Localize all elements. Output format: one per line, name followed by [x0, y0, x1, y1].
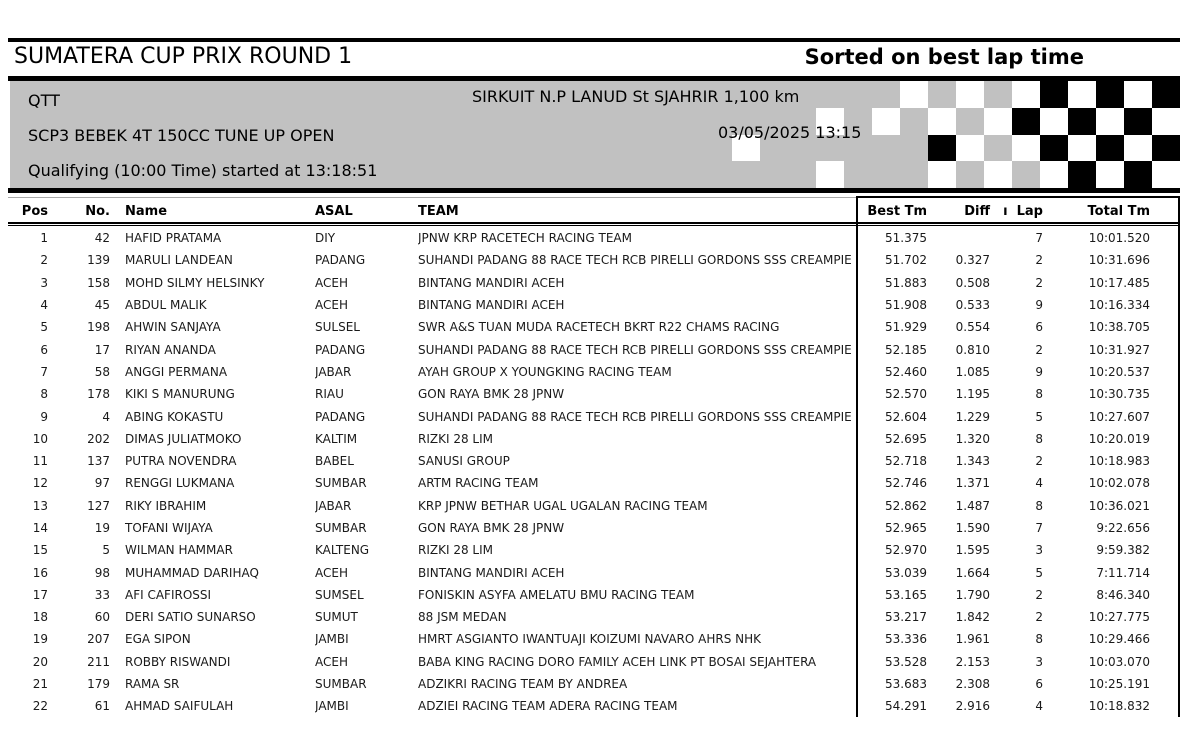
- cell-name: RENGGI LUKMANA: [125, 476, 235, 491]
- cell-total-tm: 10:27.607: [1088, 409, 1150, 424]
- flag-cell: [1068, 161, 1096, 188]
- table-row: [10, 383, 1150, 405]
- cell-diff: 1.664: [955, 565, 990, 580]
- flag-cell: [1096, 108, 1124, 135]
- cell-asal: BABEL: [315, 454, 354, 469]
- table-row: [10, 428, 1150, 450]
- table-row: [10, 651, 1150, 673]
- col-header-total-tm: Total Tm: [1087, 204, 1150, 219]
- cell-diff: 0.327: [955, 253, 990, 268]
- results-rows: [10, 227, 1150, 718]
- table-row: [10, 405, 1150, 427]
- flag-cell: [900, 81, 928, 108]
- cell-no: 198: [87, 320, 110, 335]
- cell-total-tm: 10:16.334: [1088, 298, 1150, 313]
- cell-name: RIKY IBRAHIM: [125, 498, 207, 513]
- cell-asal: PADANG: [315, 253, 366, 268]
- flag-cell: [1012, 135, 1040, 162]
- cell-pos: 19: [32, 632, 48, 647]
- col-header-asal: ASAL: [315, 204, 353, 219]
- cell-team: FONISKIN ASYFA AMELATU BMU RACING TEAM: [418, 587, 695, 602]
- cell-best-tm: 53.039: [885, 565, 927, 580]
- cell-asal: PADANG: [315, 342, 366, 357]
- cell-lap: 8: [1035, 431, 1043, 446]
- cell-name: HAFID PRATAMA: [125, 231, 222, 246]
- cell-pos: 3: [40, 275, 48, 290]
- cell-no: 17: [94, 342, 110, 357]
- cell-total-tm: 10:30.735: [1088, 387, 1150, 402]
- cell-team: KRP JPNW BETHAR UGAL UGALAN RACING TEAM: [418, 498, 708, 513]
- cell-pos: 4: [40, 298, 48, 313]
- cell-total-tm: 10:18.832: [1088, 699, 1150, 714]
- flag-cell: [1040, 108, 1068, 135]
- table-row: [10, 294, 1150, 316]
- cell-name: WILMAN HAMMAR: [125, 543, 233, 558]
- cell-diff: 0.554: [955, 320, 990, 335]
- session-detail: Qualifying (10:00 Time) started at 13:18:51: [28, 161, 378, 180]
- flag-cell: [900, 161, 928, 188]
- col-header-pos: Pos: [21, 204, 48, 219]
- cell-pos: 20: [32, 654, 48, 669]
- cell-total-tm: 10:27.775: [1088, 610, 1150, 625]
- cell-diff: 2.153: [955, 654, 990, 669]
- cell-no: 137: [87, 454, 110, 469]
- cell-best-tm: 51.702: [885, 253, 927, 268]
- cell-total-tm: 10:01.520: [1088, 231, 1150, 246]
- cell-lap: 2: [1035, 275, 1043, 290]
- col-header-lap: ı Lap: [1003, 204, 1043, 219]
- cell-name: MOHD SILMY HELSINKY: [125, 275, 265, 290]
- cell-pos: 13: [32, 498, 48, 513]
- sort-order-label: Sorted on best lap time: [804, 45, 1084, 69]
- cell-lap: 7: [1035, 521, 1043, 535]
- cell-name: ROBBY RISWANDI: [125, 654, 231, 669]
- table-row: [10, 361, 1150, 383]
- flag-cell: [760, 161, 788, 188]
- cell-total-tm: 10:20.537: [1088, 364, 1150, 379]
- cell-diff: 1.229: [955, 409, 990, 424]
- cell-team: RIZKI 28 LIM: [418, 431, 493, 446]
- flag-cell: [984, 81, 1012, 108]
- cell-lap: 9: [1035, 364, 1043, 379]
- cell-pos: 16: [32, 565, 48, 580]
- cell-lap: 3: [1035, 543, 1043, 558]
- cell-pos: 10: [32, 431, 48, 446]
- cell-diff: 1.085: [955, 364, 990, 379]
- flag-cell: [1152, 161, 1180, 188]
- cell-name: ABING KOKASTU: [125, 409, 224, 424]
- flag-cell: [1152, 81, 1180, 108]
- cell-no: 97: [94, 476, 110, 491]
- cell-team: HMRT ASGIANTO IWANTUAJI KOIZUMI NAVARO AHRS NHK: [418, 632, 762, 647]
- cell-name: MARULI LANDEAN: [125, 253, 233, 268]
- flag-cell: [1096, 161, 1124, 188]
- flag-cell: [788, 81, 816, 108]
- table-row: [10, 695, 1150, 717]
- cell-asal: KALTIM: [315, 431, 358, 446]
- table-row: [10, 584, 1150, 606]
- cell-no: 19: [94, 521, 110, 535]
- cell-asal: DIY: [315, 231, 336, 246]
- flag-cell: [1012, 81, 1040, 108]
- cell-best-tm: 52.460: [885, 364, 927, 379]
- cell-lap: 2: [1035, 454, 1043, 469]
- cell-name: AFI CAFIROSSI: [125, 587, 212, 602]
- cell-best-tm: 53.217: [885, 610, 927, 625]
- cell-total-tm: 10:31.927: [1088, 342, 1150, 357]
- flag-cell: [816, 161, 844, 188]
- cell-pos: 17: [32, 587, 48, 602]
- cell-total-tm: 10:36.021: [1088, 498, 1150, 513]
- cell-no: 61: [94, 699, 110, 714]
- cell-pos: 9: [40, 409, 48, 424]
- cell-asal: ACEH: [315, 654, 348, 669]
- flag-cell: [928, 161, 956, 188]
- cell-total-tm: 10:29.466: [1088, 632, 1150, 647]
- cell-lap: 2: [1035, 253, 1043, 268]
- table-row: [10, 272, 1150, 294]
- flag-cell: [816, 81, 844, 108]
- cell-asal: JAMBI: [315, 632, 349, 647]
- cell-name: RAMA SR: [125, 677, 180, 692]
- flag-cell: [872, 135, 900, 162]
- cell-team: ADZIEI RACING TEAM ADERA RACING TEAM: [418, 699, 678, 714]
- cell-lap: 4: [1035, 476, 1043, 491]
- cell-best-tm: 52.695: [885, 431, 927, 446]
- cell-name: AHMAD SAIFULAH: [125, 699, 234, 714]
- cell-best-tm: 53.336: [885, 632, 927, 647]
- cell-pos: 7: [40, 364, 48, 379]
- flag-cell: [844, 81, 872, 108]
- cell-no: 211: [87, 654, 110, 669]
- col-header-no: No.: [85, 204, 110, 219]
- cell-team: RIZKI 28 LIM: [418, 543, 493, 558]
- cell-asal: JAMBI: [315, 699, 349, 714]
- table-row: [10, 495, 1150, 517]
- flag-cell: [984, 135, 1012, 162]
- cell-team: JPNW KRP RACETECH RACING TEAM: [418, 231, 632, 246]
- table-vertical-rule-left: [856, 197, 858, 717]
- cell-diff: 0.533: [955, 298, 990, 313]
- cell-total-tm: 9:22.656: [1096, 521, 1150, 535]
- cell-team: ADZIKRI RACING TEAM BY ANDREA: [418, 677, 628, 692]
- cell-best-tm: 52.185: [885, 342, 927, 357]
- cell-asal: SUMBAR: [315, 476, 367, 491]
- header-double-rule: [8, 222, 1180, 226]
- cell-name: KIKI S MANURUNG: [125, 387, 235, 402]
- cell-name: DERI SATIO SUNARSO: [125, 610, 256, 625]
- flag-cell: [928, 81, 956, 108]
- cell-best-tm: 53.683: [885, 677, 927, 692]
- cell-pos: 1: [40, 231, 48, 246]
- flag-cell: [1068, 108, 1096, 135]
- cell-diff: 1.371: [955, 476, 990, 491]
- cell-team: 88 JSM MEDAN: [418, 610, 507, 625]
- flag-cell: [984, 161, 1012, 188]
- cell-pos: 14: [32, 521, 48, 535]
- table-row: [10, 450, 1150, 472]
- cell-total-tm: 10:38.705: [1088, 320, 1150, 335]
- cell-team: SUHANDI PADANG 88 RACE TECH RCB PIRELLI GORDONS SSS CREAMPIE: [418, 342, 852, 357]
- table-row: [10, 249, 1150, 271]
- flag-cell: [1124, 161, 1152, 188]
- table-row: [10, 673, 1150, 695]
- cell-pos: 5: [40, 320, 48, 335]
- cell-asal: JABAR: [315, 364, 352, 379]
- cell-diff: 1.790: [955, 587, 990, 602]
- cell-pos: 6: [40, 342, 48, 357]
- table-row: [10, 472, 1150, 494]
- cell-no: 179: [87, 677, 110, 692]
- col-header-best-tm: Best Tm: [867, 204, 927, 219]
- cell-name: DIMAS JULIATMOKO: [125, 431, 242, 446]
- cell-team: BINTANG MANDIRI ACEH: [418, 275, 565, 290]
- band-bottom-rule: [8, 188, 1180, 193]
- flag-cell: [788, 161, 816, 188]
- cell-lap: 2: [1035, 610, 1043, 625]
- cell-team: BABA KING RACING DORO FAMILY ACEH LINK PT BOSAI SEJAHTERA: [418, 654, 817, 669]
- cell-no: 207: [87, 632, 110, 647]
- cell-asal: PADANG: [315, 409, 366, 424]
- cell-asal: JABAR: [315, 498, 352, 513]
- cell-lap: 5: [1035, 565, 1043, 580]
- flag-cell: [1096, 81, 1124, 108]
- session-datetime: 03/05/2025 13:15: [718, 123, 862, 142]
- cell-diff: 1.195: [955, 387, 990, 402]
- cell-name: AHWIN SANJAYA: [125, 320, 221, 335]
- flag-cell: [760, 81, 788, 108]
- flag-cell: [956, 81, 984, 108]
- cell-best-tm: 52.718: [885, 454, 927, 469]
- flag-cell: [1040, 135, 1068, 162]
- cell-total-tm: 7:11.714: [1096, 565, 1150, 580]
- cell-asal: ACEH: [315, 298, 348, 313]
- cell-team: SANUSI GROUP: [418, 454, 510, 469]
- flag-cell: [1152, 135, 1180, 162]
- cell-pos: 8: [40, 387, 48, 402]
- flag-cell: [984, 108, 1012, 135]
- class-name: SCP3 BEBEK 4T 150CC TUNE UP OPEN: [28, 126, 335, 145]
- col-header-team: TEAM: [418, 204, 459, 219]
- cell-total-tm: 10:25.191: [1088, 677, 1150, 692]
- cell-name: EGA SIPON: [125, 632, 191, 647]
- cell-asal: ACEH: [315, 275, 348, 290]
- cell-best-tm: 52.862: [885, 498, 927, 513]
- cell-no: 5: [102, 543, 110, 558]
- flag-cell: [1012, 161, 1040, 188]
- cell-best-tm: 52.965: [885, 521, 927, 535]
- cell-pos: 15: [32, 543, 48, 558]
- cell-lap: 4: [1035, 699, 1043, 714]
- cell-asal: SUMBAR: [315, 677, 367, 692]
- flag-cell: [1068, 81, 1096, 108]
- table-header-row: [10, 201, 1150, 222]
- cell-diff: 0.810: [955, 342, 990, 357]
- cell-total-tm: 8:46.340: [1096, 587, 1150, 602]
- cell-asal: ACEH: [315, 565, 348, 580]
- cell-total-tm: 10:20.019: [1088, 431, 1150, 446]
- cell-pos: 2: [40, 253, 48, 268]
- cell-no: 42: [94, 231, 110, 246]
- flag-cell: [1124, 81, 1152, 108]
- cell-best-tm: 52.970: [885, 543, 927, 558]
- cell-no: 127: [87, 498, 110, 513]
- event-info-band: [10, 81, 1180, 188]
- cell-diff: 1.961: [955, 632, 990, 647]
- cell-best-tm: 52.604: [885, 409, 927, 424]
- flag-cell: [1096, 135, 1124, 162]
- cell-total-tm: 10:02.078: [1088, 476, 1150, 491]
- cell-diff: 1.320: [955, 431, 990, 446]
- cell-best-tm: 53.528: [885, 654, 927, 669]
- cell-best-tm: 53.165: [885, 587, 927, 602]
- cell-best-tm: 51.908: [885, 298, 927, 313]
- cell-asal: KALTENG: [315, 543, 370, 558]
- cell-best-tm: 52.746: [885, 476, 927, 491]
- cell-pos: 22: [32, 699, 48, 714]
- table-row: [10, 316, 1150, 338]
- cell-team: GON RAYA BMK 28 JPNW: [418, 387, 565, 402]
- cell-best-tm: 51.375: [885, 231, 927, 246]
- cell-lap: 2: [1035, 587, 1043, 602]
- cell-asal: RIAU: [315, 387, 344, 402]
- cell-lap: 8: [1035, 498, 1043, 513]
- cell-asal: SULSEL: [315, 320, 360, 335]
- cell-asal: SUMSEL: [315, 587, 364, 602]
- cell-no: 98: [94, 565, 110, 580]
- cell-asal: SUMUT: [315, 610, 358, 625]
- cell-name: ABDUL MALIK: [125, 298, 207, 313]
- table-row: [10, 606, 1150, 628]
- flag-cell: [956, 135, 984, 162]
- table-row: [10, 338, 1150, 360]
- table-row: [10, 517, 1150, 539]
- flag-cell: [928, 135, 956, 162]
- cell-no: 158: [87, 275, 110, 290]
- cell-total-tm: 10:18.983: [1088, 454, 1150, 469]
- table-row: [10, 539, 1150, 561]
- flag-cell: [1124, 135, 1152, 162]
- cell-name: PUTRA NOVENDRA: [125, 454, 237, 469]
- clipped-header-fragment: ı: [1003, 204, 1008, 219]
- cell-best-tm: 52.570: [885, 387, 927, 402]
- cell-no: 4: [102, 409, 110, 424]
- cell-pos: 21: [32, 677, 48, 692]
- cell-pos: 11: [32, 454, 48, 469]
- cell-no: 178: [87, 387, 110, 402]
- cell-no: 202: [87, 431, 110, 446]
- cell-team: BINTANG MANDIRI ACEH: [418, 298, 565, 313]
- cell-diff: 1.343: [955, 454, 990, 469]
- cell-lap: 6: [1035, 320, 1043, 335]
- cell-team: SUHANDI PADANG 88 RACE TECH RCB PIRELLI GORDONS SSS CREAMPIE: [418, 253, 852, 268]
- flag-cell: [900, 108, 928, 135]
- cell-lap: 6: [1035, 677, 1043, 692]
- cell-diff: 1.595: [955, 543, 990, 558]
- cell-diff: 1.842: [955, 610, 990, 625]
- cell-asal: SUMBAR: [315, 521, 367, 535]
- cell-name: ANGGI PERMANA: [125, 364, 228, 379]
- cell-lap: 5: [1035, 409, 1043, 424]
- cell-diff: 1.590: [955, 521, 990, 535]
- cell-best-tm: 51.883: [885, 275, 927, 290]
- cell-no: 45: [94, 298, 110, 313]
- cell-diff: 0.508: [955, 275, 990, 290]
- flag-cell: [1068, 135, 1096, 162]
- col-header-name: Name: [125, 204, 168, 219]
- flag-cell: [844, 161, 872, 188]
- cell-pos: 18: [32, 610, 48, 625]
- cell-total-tm: 9:59.382: [1096, 543, 1150, 558]
- col-header-diff: Diff: [964, 204, 990, 219]
- cell-team: AYAH GROUP X YOUNGKING RACING TEAM: [418, 364, 672, 379]
- flag-cell: [872, 108, 900, 135]
- cell-total-tm: 10:31.696: [1088, 253, 1150, 268]
- flag-cell: [900, 135, 928, 162]
- flag-cell: [872, 81, 900, 108]
- cell-team: ARTM RACING TEAM: [418, 476, 539, 491]
- table-vertical-rule-right: [1178, 197, 1180, 717]
- flag-cell: [732, 161, 760, 188]
- cell-best-tm: 54.291: [885, 699, 927, 714]
- cell-team: SWR A&S TUAN MUDA RACETECH BKRT R22 CHAMS RACING: [418, 320, 780, 335]
- cell-total-tm: 10:03.070: [1088, 654, 1150, 669]
- page-title: SUMATERA CUP PRIX ROUND 1: [14, 44, 353, 69]
- flag-cell: [956, 161, 984, 188]
- flag-cell: [1040, 161, 1068, 188]
- cell-lap: 2: [1035, 342, 1043, 357]
- cell-best-tm: 51.929: [885, 320, 927, 335]
- top-rule: [8, 38, 1180, 42]
- cell-lap: 3: [1035, 654, 1043, 669]
- flag-cell: [956, 108, 984, 135]
- cell-lap: 9: [1035, 298, 1043, 313]
- cell-name: MUHAMMAD DARIHAQ: [125, 565, 259, 580]
- flag-cell: [1040, 81, 1068, 108]
- cell-no: 60: [94, 610, 110, 625]
- cell-pos: 12: [32, 476, 48, 491]
- cell-name: TOFANI WIJAYA: [125, 521, 213, 535]
- cell-no: 58: [94, 364, 110, 379]
- flag-cell: [1012, 108, 1040, 135]
- flag-cell: [732, 81, 760, 108]
- cell-diff: 2.916: [955, 699, 990, 714]
- cell-no: 139: [87, 253, 110, 268]
- cell-diff: 2.308: [955, 677, 990, 692]
- table-top-rule-right: [856, 196, 1180, 198]
- cell-lap: 8: [1035, 387, 1043, 402]
- cell-diff: 1.487: [955, 498, 990, 513]
- cell-name: RIYAN ANANDA: [125, 342, 216, 357]
- flag-cell: [872, 161, 900, 188]
- session-type: QTT: [28, 91, 60, 110]
- cell-lap: 7: [1035, 231, 1043, 246]
- cell-total-tm: 10:17.485: [1088, 275, 1150, 290]
- flag-cell: [1152, 108, 1180, 135]
- cell-team: BINTANG MANDIRI ACEH: [418, 565, 565, 580]
- circuit-name: SIRKUIT N.P LANUD St SJAHRIR 1,100 km: [472, 87, 800, 106]
- cell-team: SUHANDI PADANG 88 RACE TECH RCB PIRELLI GORDONS SSS CREAMPIE: [418, 409, 852, 424]
- flag-cell: [1124, 108, 1152, 135]
- cell-lap: 8: [1035, 632, 1043, 647]
- table-row: [10, 628, 1150, 650]
- cell-team: GON RAYA BMK 28 JPNW: [418, 521, 565, 535]
- table-row: [10, 227, 1150, 249]
- table-row: [10, 561, 1150, 583]
- flag-cell: [928, 108, 956, 135]
- cell-no: 33: [94, 587, 110, 602]
